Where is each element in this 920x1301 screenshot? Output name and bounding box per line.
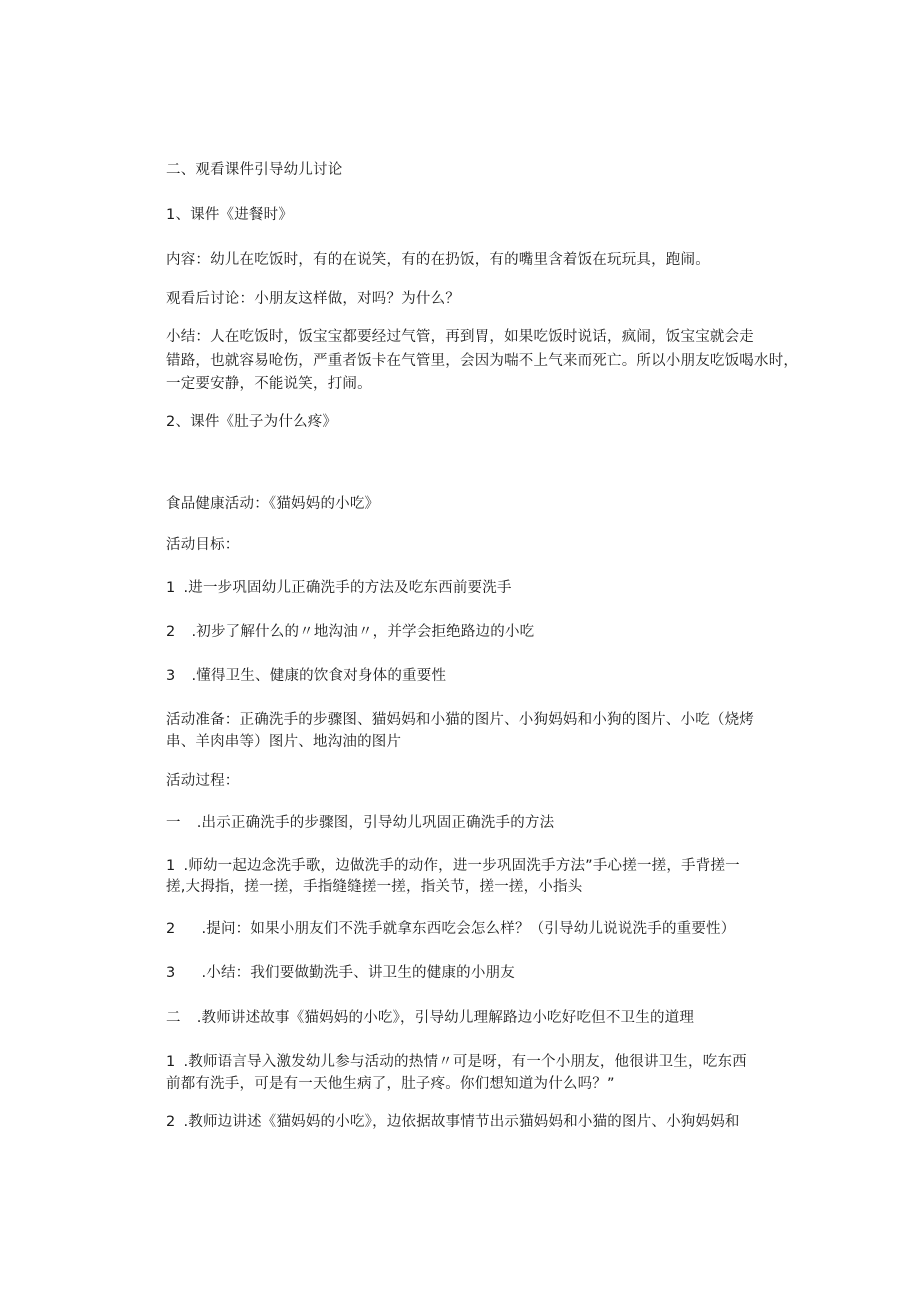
courseware-1-content: 内容：幼儿在吃饭时，有的在说笑，有的在扔饭，有的嘴里含着饭在玩玩具，跑闹。	[166, 252, 710, 268]
preparation-line-2: 串、羊肉串等）图片、地沟油的图片	[166, 734, 402, 750]
preparation-line-1: 活动准备：正确洗手的步骤图、猫妈妈和小猫的图片、小狗妈妈和小狗的图片、小吃（烧烤	[166, 712, 754, 728]
process-step-1-1-line-2: 搓,大拇指，搓一搓，手指缝缝搓一搓，指关节，搓一搓，小指头	[166, 879, 583, 895]
courseware-1-summary-line-1: 小结：人在吃饭时，饭宝宝都要经过气管，再到胃，如果吃饭时说话，疯闹，饭宝宝就会走	[166, 329, 754, 345]
process-step-1-3: 3 .小结：我们要做勤洗手、讲卫生的健康的小朋友	[166, 965, 515, 981]
process-step-1-1-line-1: 1 .师幼一起边念洗手歌，边做洗手的动作，进一步巩固洗手方法”手心搓一搓，手背搓一	[166, 858, 740, 874]
courseware-2-title: 2、课件《肚子为什么疼》	[166, 414, 338, 430]
process-step-1-2: 2 .提问：如果小朋友们不洗手就拿东西吃会怎么样？（引导幼儿说说洗手的重要性）	[166, 921, 736, 937]
goal-3: 3 .懂得卫生、健康的饮食对身体的重要性	[166, 668, 447, 684]
process-step-2-1-line-1: 1 .教师语言导入激发幼儿参与活动的热情〃可是呀，有一个小朋友，他很讲卫生，吃东西	[166, 1054, 747, 1070]
process-step-2: 二 .教师讲述故事《猫妈妈的小吃》，引导幼儿理解路边小吃好吃但不卫生的道理	[166, 1010, 695, 1026]
goals-label: 活动目标：	[166, 537, 240, 553]
goal-1: 1 .进一步巩固幼儿正确洗手的方法及吃东西前要洗手	[166, 580, 512, 596]
courseware-1-summary-line-2: 错路，也就容易呛伤，严重者饭卡在气管里，会因为喘不上气来而死亡。所以小朋友吃饭喝水时，	[166, 353, 799, 369]
activity-title: 食品健康活动：《猫妈妈的小吃》	[166, 496, 380, 512]
courseware-1-summary-line-3: 一定要安静，不能说笑，打闹。	[166, 376, 372, 392]
courseware-1-discussion: 观看后讨论：小朋友这样做，对吗？为什么？	[166, 291, 460, 307]
courseware-1-title: 1、课件《进餐时》	[166, 207, 294, 223]
process-step-2-1-line-2: 前都有洗手，可是有一天他生病了，肚子疼。你们想知道为什么吗？”	[166, 1076, 615, 1092]
process-label: 活动过程：	[166, 773, 240, 789]
process-step-1: 一 .出示正确洗手的步骤图，引导幼儿巩固正确洗手的方法	[166, 815, 555, 831]
goal-2: 2 .初步了解什么的〃地沟油〃，并学会拒绝路边的小吃	[166, 624, 535, 640]
process-step-2-2: 2 .教师边讲述《猫妈妈的小吃》，边依据故事情节出示猫妈妈和小猫的图片、小狗妈妈和	[166, 1114, 740, 1130]
section-heading: 二、观看课件引导幼儿讨论	[166, 162, 343, 178]
